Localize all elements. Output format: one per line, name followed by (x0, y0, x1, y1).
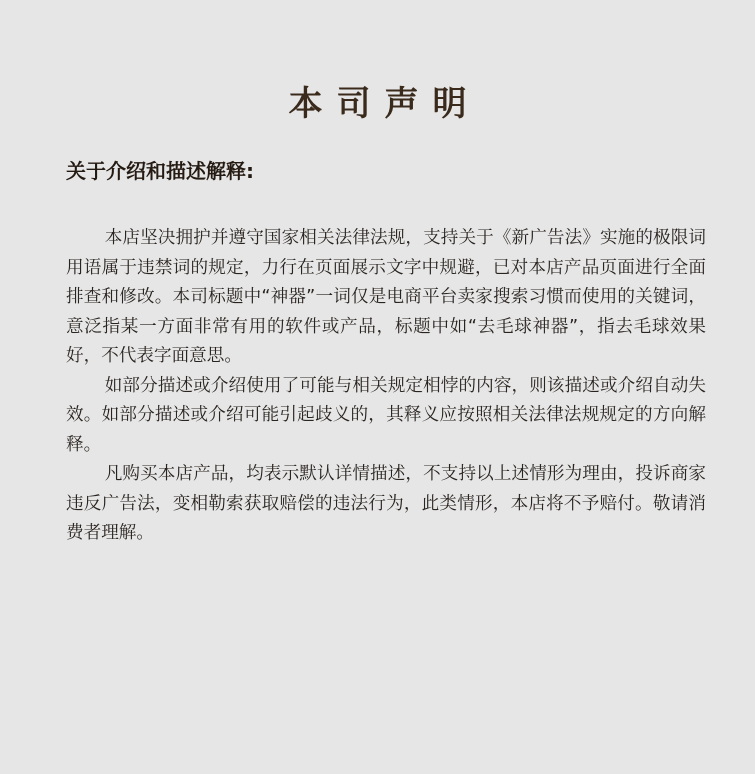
paragraph-policy: 本店坚决拥护并遵守国家相关法律法规，支持关于《新广告法》实施的极限词用语属于违禁词的规定，力行在页面展示文字中规避，已对本店产品页面进行全面排查和修改。本司标题中“神器”一词仅是电商平台卖家搜索习惯而使用的关键词，意泛指某一方面非常有用的软件或产品，标题中如“去毛球神器”，指去毛球效果好，不代表字面意思。 (66, 228, 706, 366)
paragraph-invalid-description: 如部分描述或介绍使用了可能与相关规定相悖的内容，则该描述或介绍自动失效。如部分描述或介绍可能引起歧义的，其释义应按照相关法律法规规定的方向解释。 (66, 375, 706, 455)
paragraph-no-compensation: 凡购买本店产品，均表示默认详情描述，不支持以上述情形为理由，投诉商家违反广告法，变相勒索获取赔偿的违法行为，此类情形，本店将不予赔付。敬请消费者理解。 (66, 464, 706, 543)
page-title: 本司声明 (288, 84, 481, 124)
section-heading: 关于介绍和描述解释: (66, 159, 254, 183)
notice-body (66, 224, 706, 549)
